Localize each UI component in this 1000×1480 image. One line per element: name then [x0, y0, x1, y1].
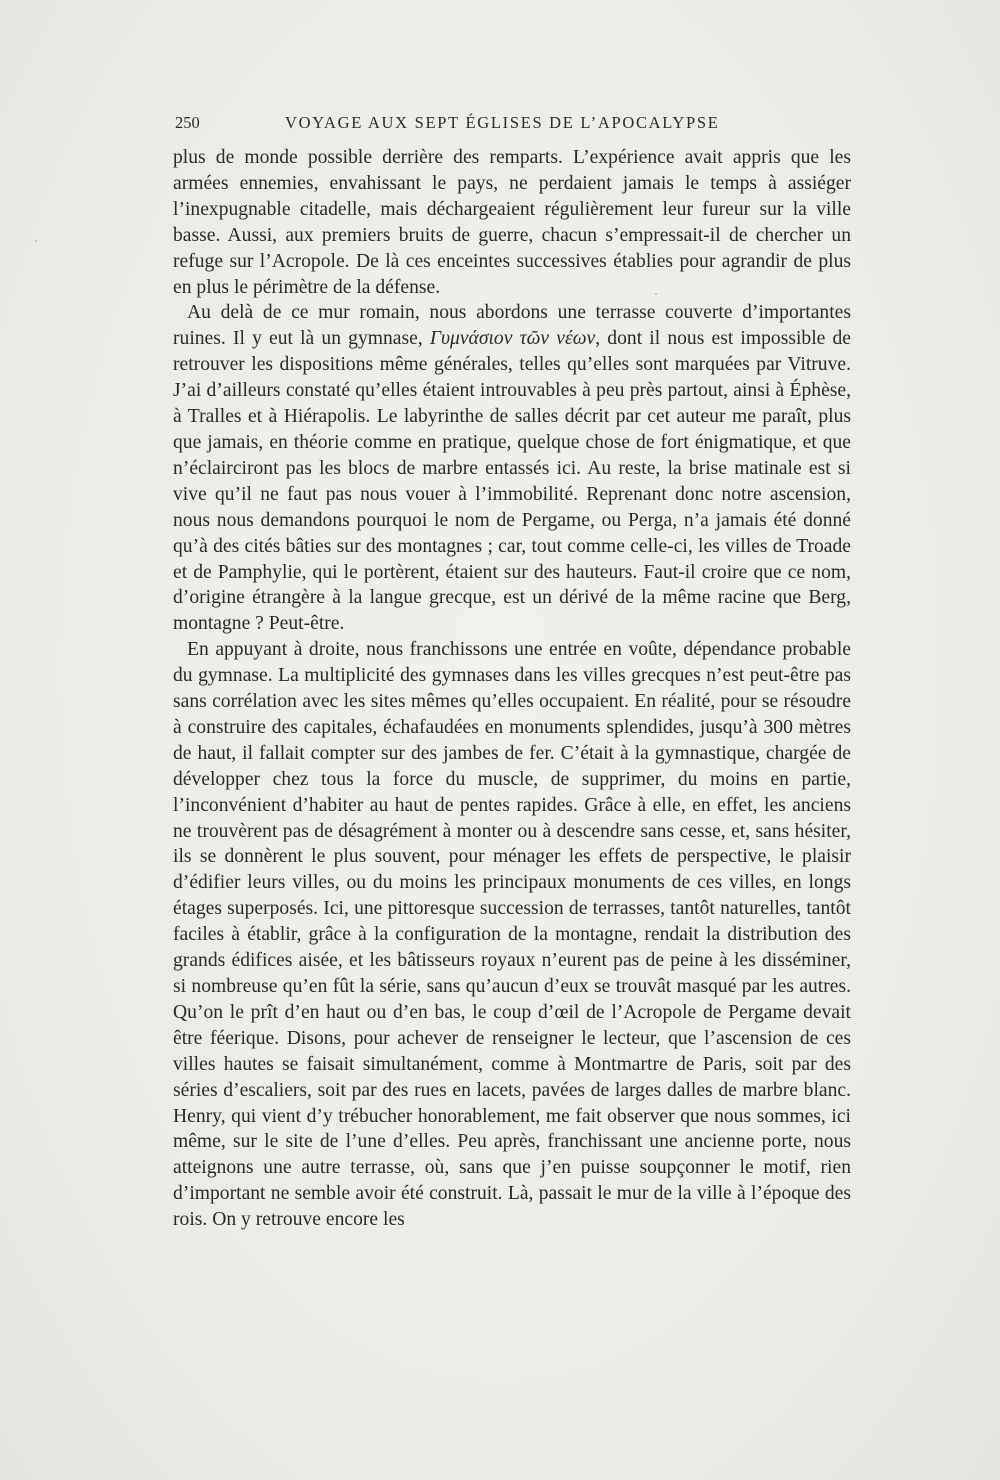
running-title: VOYAGE AUX SEPT ÉGLISES DE L’APOCALYPSE — [285, 113, 720, 132]
paragraph — [173, 300, 851, 637]
page-header — [175, 113, 850, 137]
page-number: 250 — [175, 113, 200, 132]
paper-speck — [35, 240, 37, 242]
paragraph: En appuyant à droite, nous franchissons une entrée en voûte, dépendance probable du gymnase. La multiplicité des gymnases dans les villes grecques n’est peut-être pas sans corrélation avec les sites mêmes qu’elles occupaient. En réalité, pour se résoudre à construire des capitales, échafaudées en monuments splendides, jusqu’à 300 mètres de haut, il fallait compter sur des jambes de fer. C’était à la gymnastique, chargée de développer chez tous la force du muscle, de supprimer, du moins en partie, l’inconvénient d’habiter au haut de pentes rapides. Grâce à elle, en effet, les anciens ne trouvèrent pas de désagrément à monter ou à descendre sans cesse, et, sans hésiter, ils se donnèrent le plus souvent, pour ménager les effets de perspective, le plaisir d’édifier leurs villes, ou du moins les principaux monuments de ces villes, en longs étages superposés. Ici, une pittoresque succession de terrasses, tantôt naturelles, tantôt faciles à établir, grâce à la configuration de la montagne, rendait la distribution des grands édifices aisée, et les bâtisseurs royaux n’eurent pas de peine à les disséminer, si nombreuse qu’en fût la série, sans qu’aucun d’eux se trouvât masqué par les autres. Qu’on le prît d’en haut ou d’en bas, le coup d’œil de l’Acropole de Pergame devait être féerique. Disons, pour achever de renseigner le lecteur, que l’ascension de ces villes hautes se faisait simultanément, comme à Montmartre de Paris, soit par des séries d’escaliers, soit par des rues en lacets, pavées de larges dalles de marbre blanc. Henry, qui vient d’y trébucher honorablement, me fait observer que nous sommes, ici même, sur le site de l’une d’elles. Peu après, franchissant une ancienne porte, nous atteignons une autre terrasse, où, sans que j’en puisse soupçonner le motif, rien d’important ne semble avoir été construit. Là, passait le mur de la ville à l’époque des rois. On y retrouve encore les — [173, 639, 851, 1231]
paper-speck — [655, 293, 657, 295]
paragraph-text: Au delà de ce mur romain, nous abordons une terrasse couverte d’importantes ruines. Il y eut là un gymnase, — [173, 302, 851, 350]
paragraph-text: , dont il nous est impossible de retrouver les dispositions même générales, telles qu’elles sont marquées par Vitruve. J’ai d’ailleurs constaté qu’elles étaient introuvables à peu près partout, ainsi à Éphèse, à Tralles et à Hiérapolis. Le labyrinthe de salles décrit par cet auteur me paraît, plus que jamais, en théorie comme en pratique, quelque chose de fort énigmatique, et que n’éclairciront pas les blocs de marbre entassés ici. Au reste, la brise matinale est si vive qu’il ne faut pas nous vouer à l’immobilité. Reprenant donc notre ascension, nous nous demandons pourquoi le nom de Pergame, ou Perga, n’a jamais été donné qu’à des cités bâties sur des montagnes ; car, tout comme celle-ci, les villes de Troade et de Pamphylie, qui le portèrent, étaient sur des hauteurs. Faut-il croire que ce nom, d’origine étrangère à la langue grecque, est un dérivé de la même racine que Berg, montagne ? Peut-être. — [173, 328, 851, 635]
greek-phrase: Γυμνάσιον τῶν νέων — [429, 328, 596, 350]
body-text — [173, 145, 851, 1233]
paragraph: plus de monde possible derrière des remparts. L’expérience avait appris que les armées ennemies, envahissant le pays, ne perdaient jamais le temps à assiéger l’inexpugnable citadelle, mais déchargeaient régulièrement leur fureur sur la ville basse. Aussi, aux premiers bruits de guerre, chacun s’empressait-il de chercher un refuge sur l’Acropole. De là ces enceintes successives établies pour agrandir de plus en plus le périmètre de la défense. — [173, 147, 851, 298]
